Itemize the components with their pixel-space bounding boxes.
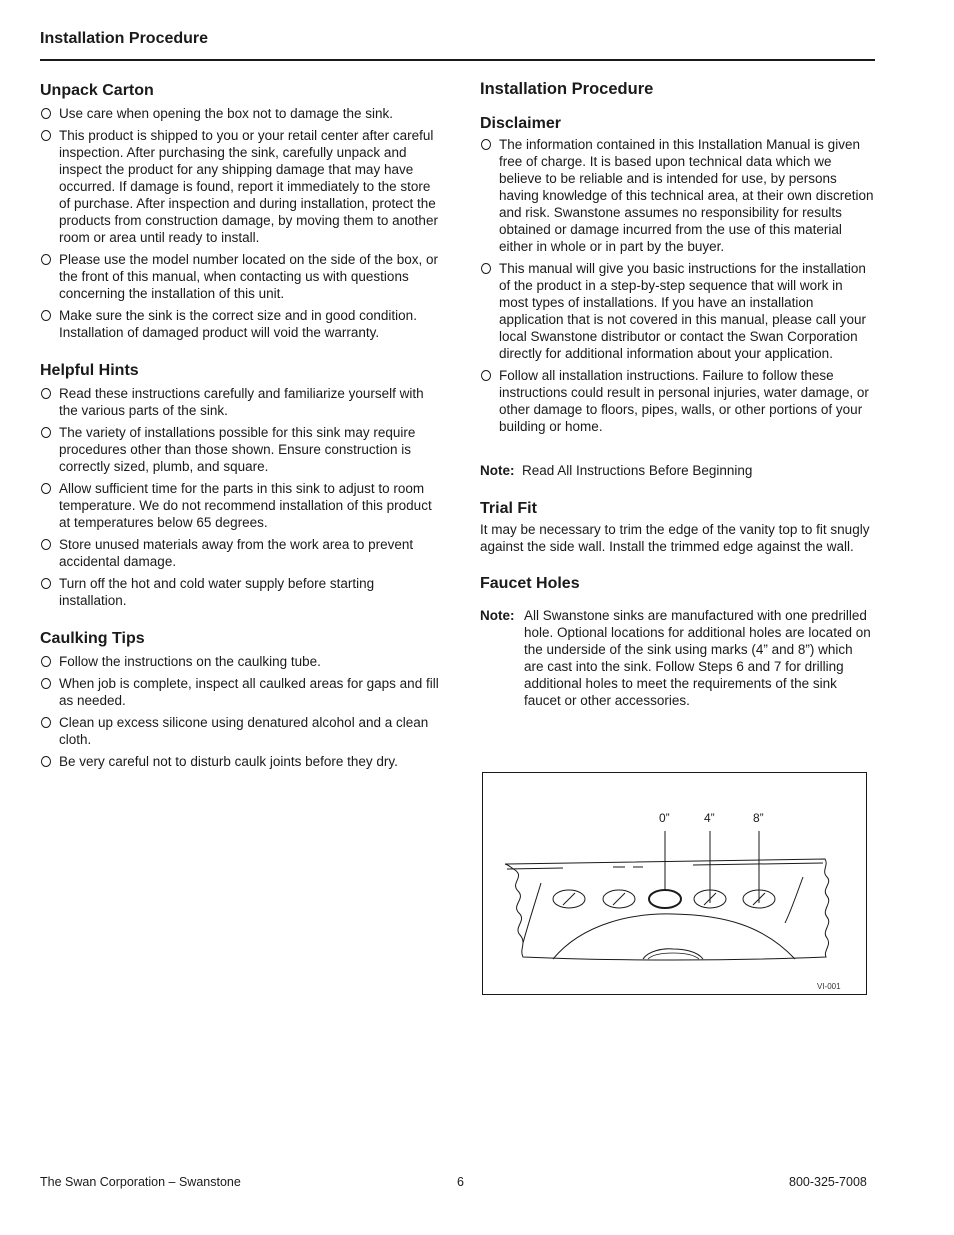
disclaimer-heading: Disclaimer (480, 115, 561, 132)
circle-bullet-icon (41, 578, 51, 589)
right-column (480, 81, 875, 709)
unpack-carton-list (40, 105, 440, 341)
list-item (480, 136, 875, 255)
footer-phone: 800-325-7008 (789, 1175, 867, 1189)
list-item-text: The variety of installations possible for this sink may require procedures other than those shown. Ensure construction is correctly sized, plumb, and square. (59, 425, 416, 474)
list-item-text: Follow all installation instructions. Failure to follow these instructions could result in personal injuries, water damage, or other damage to floors, pipes, walls, or other portions of your building or home. (499, 368, 869, 434)
note-text: Read All Instructions Before Beginning (522, 463, 753, 478)
circle-bullet-icon (41, 130, 51, 141)
circle-bullet-icon (41, 539, 51, 550)
page-header-title: Installation Procedure (40, 30, 875, 61)
helpful-hints-list (40, 385, 440, 609)
list-item (40, 385, 440, 419)
list-item-text: Be very careful not to disturb caulk joints before they dry. (59, 754, 398, 769)
left-column (40, 81, 440, 775)
circle-bullet-icon (41, 310, 51, 321)
circle-bullet-icon (41, 388, 51, 399)
list-item-text: Allow sufficient time for the parts in this sink to adjust to room temperature. We do not recommend installation of this product at temperatures below 65 degrees. (59, 481, 432, 530)
list-item-text: Make sure the sink is the correct size and in good condition. Installation of damaged product will void the warranty. (59, 308, 417, 340)
list-item-text: Store unused materials away from the work area to prevent accidental damage. (59, 537, 414, 569)
list-item (40, 307, 440, 341)
caulking-tips-heading: Caulking Tips (40, 630, 145, 647)
list-item (40, 714, 440, 748)
faucet-holes-heading: Faucet Holes (480, 575, 580, 592)
circle-bullet-icon (481, 370, 491, 381)
circle-bullet-icon (481, 263, 491, 274)
list-item-text: Follow the instructions on the caulking tube. (59, 654, 321, 669)
zero-inch-label: 0” (659, 811, 670, 825)
faucet-holes-diagram (482, 772, 867, 995)
unpack-carton-heading: Unpack Carton (40, 82, 154, 99)
circle-bullet-icon (41, 108, 51, 119)
list-item-text: When job is complete, inspect all caulked areas for gaps and fill as needed. (59, 676, 439, 708)
note-label: Note: (480, 608, 515, 623)
list-item (40, 251, 440, 302)
faucet-holes-note (480, 607, 875, 709)
circle-bullet-icon (41, 656, 51, 667)
circle-bullet-icon (41, 756, 51, 767)
eight-inch-label: 8” (753, 811, 764, 825)
list-item (40, 480, 440, 531)
page-number: 6 (457, 1175, 464, 1189)
circle-bullet-icon (41, 717, 51, 728)
helpful-hints-heading: Helpful Hints (40, 362, 139, 379)
installation-procedure-heading: Installation Procedure (480, 80, 654, 98)
footer-company: The Swan Corporation – Swanstone (40, 1175, 241, 1189)
list-item (40, 424, 440, 475)
note-label: Note: (480, 463, 515, 478)
caulking-tips-list (40, 653, 440, 770)
list-item (40, 536, 440, 570)
trial-fit-text: It may be necessary to trim the edge of the vanity top to fit snugly against the side wall. Install the trimmed edge against the wall. (480, 522, 870, 554)
list-item (40, 575, 440, 609)
list-item-text: Use care when opening the box not to damage the sink. (59, 106, 393, 121)
circle-bullet-icon (41, 678, 51, 689)
circle-bullet-icon (481, 139, 491, 150)
list-item-text: This product is shipped to you or your retail center after careful inspection. After purchasing the sink, carefully unpack and inspect the product for any shipping damage that may have occurred. If damage is found, report it immediately to the store of purchase. After inspection and during installation, protect the products from construction damage, by moving them to another room or area until ready to install. (59, 128, 438, 245)
trial-fit-heading: Trial Fit (480, 500, 537, 517)
list-item (40, 127, 440, 246)
sink-diagram-drawing (483, 773, 868, 996)
note-text: All Swanstone sinks are manufactured with one predrilled hole. Optional locations for additional holes are located on the underside of the sink using marks (4” and 8”) which are cast into the sink. Follow Steps 6 and 7 for drilling additional holes to meet the requirements of the sink faucet or other accessories. (524, 608, 871, 708)
list-item (40, 105, 440, 122)
list-item-text: This manual will give you basic instructions for the installation of the product in a step-by-step sequence that will work in most types of installations. If you have an installation application that is not covered in this manual, please call your local Swanstone distributor or contact the Swan Corporation directly for additional information about your application. (499, 261, 866, 361)
list-item-text: The information contained in this Installation Manual is given free of charge. It is based upon technical data which we believe to be reliable and is intended for use, by persons having knowledge of this technical area, at their own discretion and risk. Swanstone assumes no responsibility for results obtained or damage incurred from the use of this material either in whole or in part by the buyer. (499, 137, 874, 254)
list-item (480, 367, 875, 435)
list-item-text: Read these instructions carefully and familiarize yourself with the various parts of the sink. (59, 386, 424, 418)
figure-id: VI-001 (817, 982, 841, 991)
list-item (40, 675, 440, 709)
list-item-text: Turn off the hot and cold water supply before starting installation. (59, 576, 375, 608)
list-item-text: Clean up excess silicone using denatured alcohol and a clean cloth. (59, 715, 429, 747)
disclaimer-list (480, 136, 875, 435)
circle-bullet-icon (41, 254, 51, 265)
list-item (480, 260, 875, 362)
list-item (40, 753, 440, 770)
list-item-text: Please use the model number located on the side of the box, or the front of this manual, when contacting us with questions concerning the installation of this unit. (59, 252, 438, 301)
read-instructions-note (480, 462, 875, 479)
circle-bullet-icon (41, 483, 51, 494)
circle-bullet-icon (41, 427, 51, 438)
four-inch-label: 4” (704, 811, 715, 825)
list-item (40, 653, 440, 670)
